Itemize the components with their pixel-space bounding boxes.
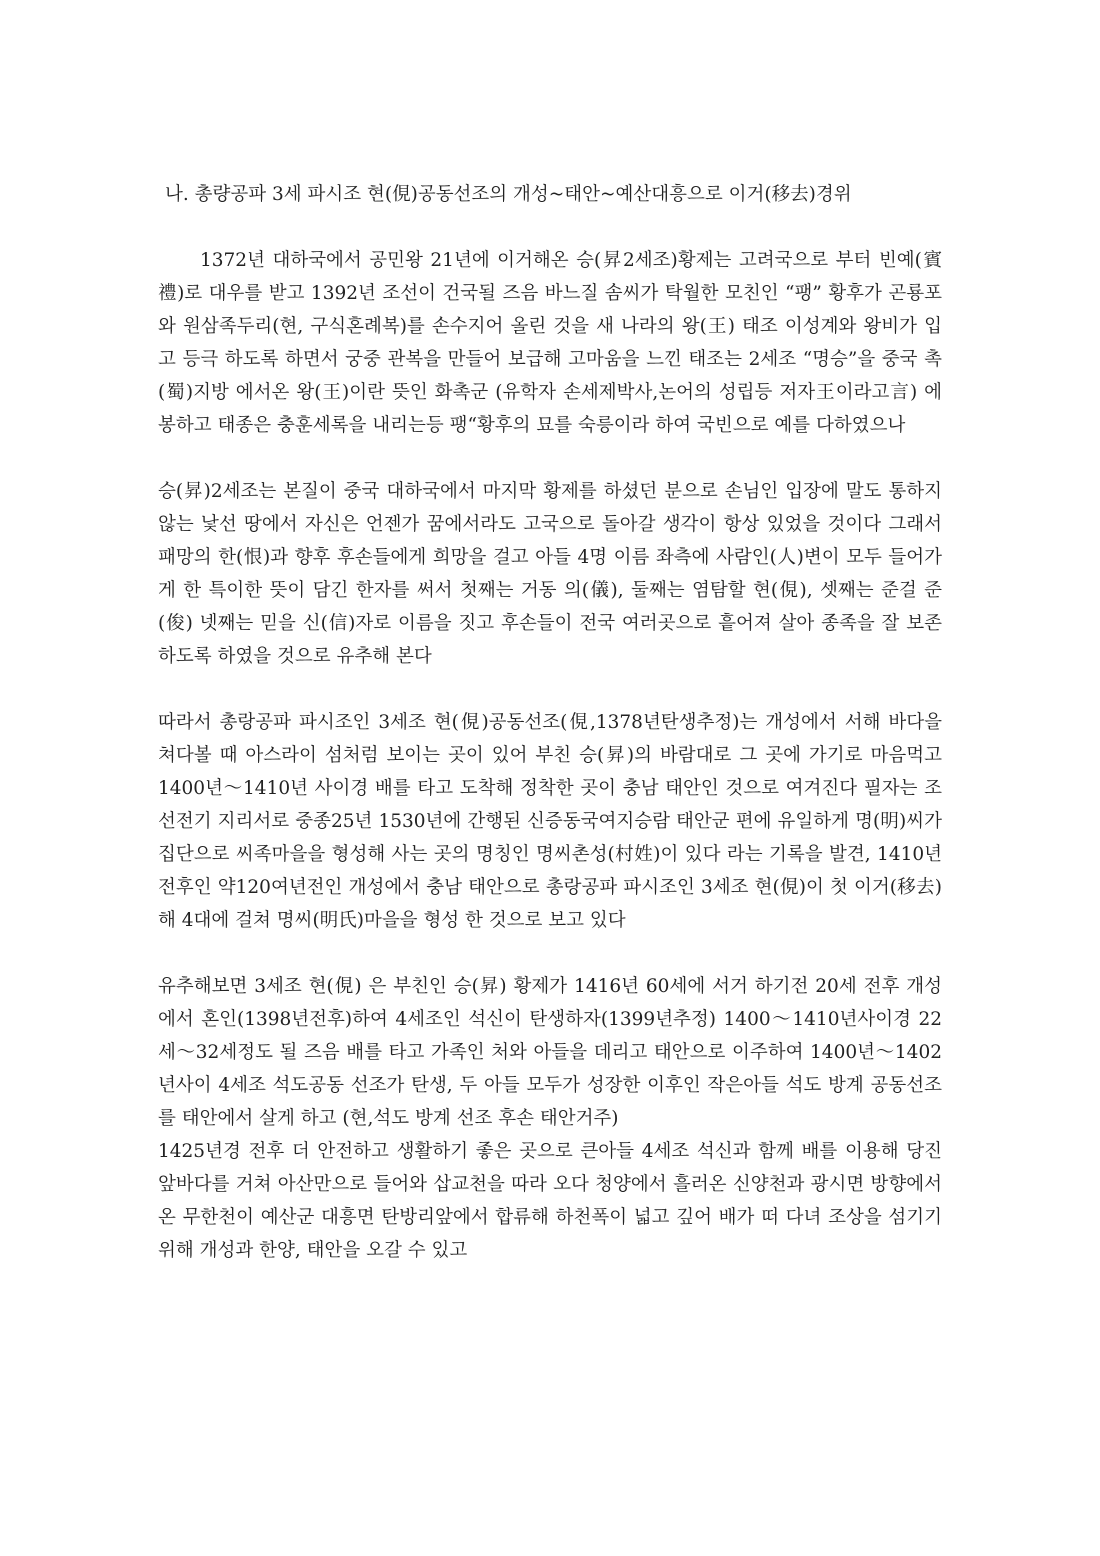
paragraph-gap	[158, 673, 942, 706]
paragraph-gap	[158, 442, 942, 475]
paragraph-3: 따라서 총랑공파 파시조인 3세조 현(俔)공동선조(俔,1378년탄생추정)는 개성에서 서해 바다을 쳐다볼 때 아스라이 섬처럼 보이는 곳이 있어 부친 승(昇)의 바람대로 그 곳에 가기로 마음먹고 1400년～1410년 사이경 배를 타고 도착해 정착한 곳이 충남 태안인 것으로 여겨진다 필자는 조선전기 지리서로 중종25년 1530년에 간행된 신증동국여지승람 태안군 편에 유일하게 명(明)씨가 집단으로 씨족마을을 형성해 사는 곳의 명칭인 명씨촌성(村姓)이 있다 라는 기록을 발견, 1410년 전후인 약120여년전인 개성에서 충남 태안으로 총랑공파 파시조인 3세조 현(俔)이 첫 이거(移去) 해 4대에 걸쳐 명씨(明氏)마을을 형성 한 것으로 보고 있다	[158, 712, 942, 931]
document-body	[158, 178, 942, 1267]
paragraph-5: 1425년경 전후 더 안전하고 생활하기 좋은 곳으로 큰아들 4세조 석신과 함께 배를 이용해 당진 앞바다를 거쳐 아산만으로 들어와 삽교천을 따라 오다 청양에서 흘러온 신양천과 광시면 방향에서 온 무한천이 예산군 대흥면 탄방리앞에서 합류해 하천폭이 넓고 깊어 배가 떠 다녀 조상을 섬기기 위해 개성과 한양, 태안을 오갈 수 있고	[158, 1141, 942, 1261]
paragraph-4: 유추해보면 3세조 현(俔) 은 부친인 승(昇) 황제가 1416년 60세에 서거 하기전 20세 전후 개성에서 혼인(1398년전후)하여 4세조인 석신이 탄생하자(1399년추정) 1400～1410년사이경 22세～32세정도 될 즈음 배를 타고 가족인 처와 아들을 데리고 태안으로 이주하여 1400년～1402년사이 4세조 석도공동 선조가 탄생, 두 아들 모두가 성장한 이후인 작은아들 석도 방계 공동선조를 태안에서 살게 하고 (현,석도 방계 선조 후손 태안거주)	[158, 976, 942, 1129]
paragraph-2: 승(昇)2세조는 본질이 중국 대하국에서 마지막 황제를 하셨던 분으로 손님인 입장에 말도 통하지 않는 낯선 땅에서 자신은 언젠가 꿈에서라도 고국으로 돌아갈 생각이 항상 있었을 것이다 그래서 패망의 한(恨)과 향후 후손들에게 희망을 걸고 아들 4명 이름 좌측에 사람인(人)변이 모두 들어가게 한 특이한 뜻이 담긴 한자를 써서 첫째는 거동 의(儀), 둘째는 염탐할 현(俔), 셋째는 준걸 준(俊) 넷째는 믿을 신(信)자로 이름을 짓고 후손들이 전국 여러곳으로 흩어져 살아 종족을 잘 보존하도록 하였을 것으로 유추해 본다	[158, 481, 942, 667]
section-heading: 나. 총량공파 3세 파시조 현(俔)공동선조의 개성~태안~예산대흥으로 이거(移去)경위	[165, 184, 852, 205]
paragraph-gap	[158, 937, 942, 970]
paragraph-1: 1372년 대하국에서 공민왕 21년에 이거해온 승(昇2세조)황제는 고려국으로 부터 빈예(賓禮)로 대우를 받고 1392년 조선이 건국될 즈음 바느질 솜씨가 탁월한 모친인 “팽” 황후가 곤룡포와 원삼족두리(현, 구식혼례복)를 손수지어 올린 것을 새 나라의 왕(王) 태조 이성계와 왕비가 입고 등극 하도록 하면서 궁중 관복을 만들어 보급해 고마움을 느낀 태조는 2세조 “명승”을 중국 촉(蜀)지방 에서온 왕(王)이란 뜻인 화촉군 (유학자 손세제박사,논어의 성립등 저자王이라고言) 에 봉하고 태종은 충훈세록을 내리는등 팽“황후의 묘를 숙릉이라 하여 국빈으로 예를 다하였으나	[158, 250, 942, 436]
